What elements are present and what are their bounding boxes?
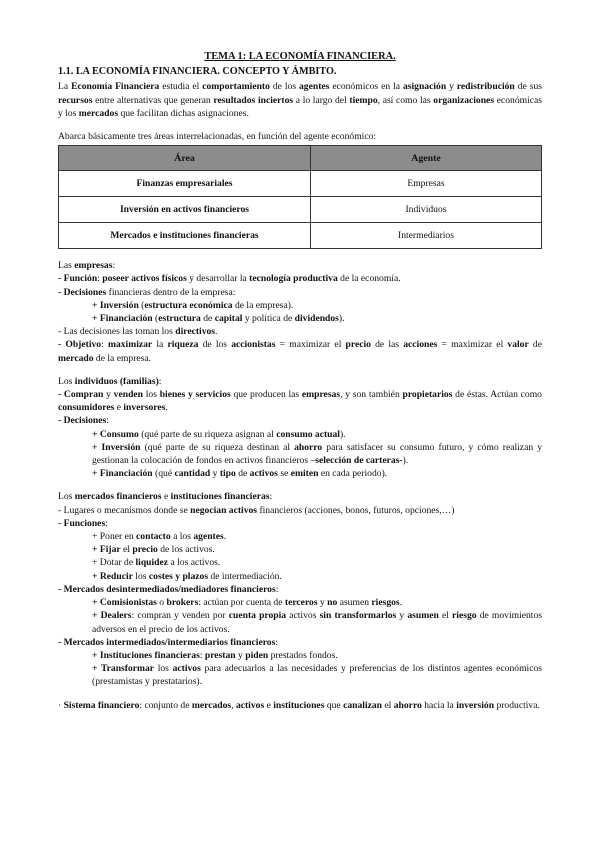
individuos-heading: Los individuos (familias): (58, 375, 162, 387)
list-item: + Transformar los activos para adecuarlos a las necesidades y preferencias de los distintos agentes económicos (prestamistas y prestatarios). (92, 663, 542, 688)
list-item: + Financiación (estructura de capital y política de dividendos). (92, 313, 345, 325)
table-cell-area: Finanzas empresariales (59, 171, 311, 197)
table-row (59, 223, 542, 249)
empresas-decisiones: - Decisiones financieras dentro de la empresa: (58, 286, 236, 298)
list-item: + Dotar de liquidez a los activos. (92, 557, 221, 569)
table-cell-agente: Intermediarios (311, 223, 542, 249)
table-row (59, 171, 542, 197)
section-heading: 1.1. LA ECONOMÍA FINANCIERA. CONCEPTO Y ÁMBITO. (58, 66, 337, 78)
mercados-desintermediados: - Mercados desintermediados/mediadores financieros: (58, 583, 279, 595)
list-item: + Comisionistas o brokers: actúan por cuenta de terceros y no asumen riesgos. (92, 597, 403, 609)
list-item: + Consumo (qué parte de su riqueza asignan al consumo actual). (92, 428, 346, 440)
table-row (59, 197, 542, 223)
list-item: + Reducir los costes y plazos de intermediación. (92, 570, 282, 582)
table-intro: Abarca básicamente tres áreas interrelacionadas, en función del agente económico: (58, 131, 377, 143)
table-cell-area: Inversión en activos financieros (59, 197, 311, 223)
mercados-section (58, 490, 542, 688)
empresas-funcion: - Función: poseer activos físicos y desarrollar la tecnología productiva de la economía. (58, 273, 401, 285)
document-title: TEMA 1: LA ECONOMÍA FINANCIERA. (204, 51, 396, 62)
mercados-funciones: - Funciones: (58, 517, 108, 529)
mercados-lugares: - Lugares o mecanismos donde se negocian activos financieros (acciones, bonos, futuros, opciones,…) (58, 504, 455, 516)
list-item: + Dealers: compran y venden por cuenta propia activos sin transformarlos y asumen el riesgo de movimientos adversos en el precio de los activos. (92, 610, 543, 635)
list-item: + Financiación (qué cantidad y tipo de activos se emiten en cada periodo). (92, 468, 388, 480)
individuos-section (58, 375, 542, 481)
table-header-agente: Agente (311, 146, 542, 171)
list-item: + Instituciones financieras: prestan y piden prestados fondos. (92, 649, 338, 661)
sistema-financiero-paragraph: · Sistema financiero: conjunto de mercados, activos e instituciones que canalizan el ahorro hacia la inversión productiva. (58, 699, 540, 711)
list-item: + Inversión (qué parte de su riqueza destinan al ahorro para satisfacer su consumo futuro, y cómo realizan y gestionan la colocación de fondos en activos financieros –selección de carteras-). (92, 441, 543, 467)
intro-paragraph: La Economía Financiera estudia el comportamiento de los agentes económicos en la asignación y redistribución de sus recursos entre alternativas que generan resultados inciertos a lo largo del tiempo, así como las organizaciones económicas y los mercados que facilitan dichas asignaciones. (58, 81, 543, 119)
empresas-section (58, 259, 542, 365)
mercados-intermediados: - Mercados intermediados/intermediarios financieros: (58, 636, 279, 648)
document-page (58, 50, 542, 712)
mercados-heading: Los mercados financieros e instituciones financieras: (58, 491, 273, 503)
individuos-decisiones: - Decisiones: (58, 415, 109, 427)
table-header-area: Área (59, 146, 311, 171)
empresas-directivos: - Las decisiones las toman los directivos. (58, 326, 218, 338)
empresas-heading: Las empresas: (58, 260, 116, 272)
areas-table (58, 145, 542, 249)
table-cell-agente: Individuos (311, 197, 542, 223)
list-item: + Fijar el precio de los activos. (92, 544, 215, 556)
list-item: + Inversión (estructura económica de la empresa). (92, 299, 294, 311)
empresas-objetivo: - Objetivo: maximizar la riqueza de los accionistas = maximizar el precio de las acciones = maximizar el valor de mercado de la empresa. (58, 339, 542, 364)
table-cell-agente: Empresas (311, 171, 542, 197)
individuos-compran: - Compran y venden los bienes y servicios que producen las empresas, y son también propietarios de éstas. Actúan como consumidores e inversores. (58, 389, 542, 414)
table-cell-area: Mercados e instituciones financieras (59, 223, 311, 249)
list-item: + Poner en contacto a los agentes. (92, 531, 227, 543)
table-header-row (59, 146, 542, 171)
